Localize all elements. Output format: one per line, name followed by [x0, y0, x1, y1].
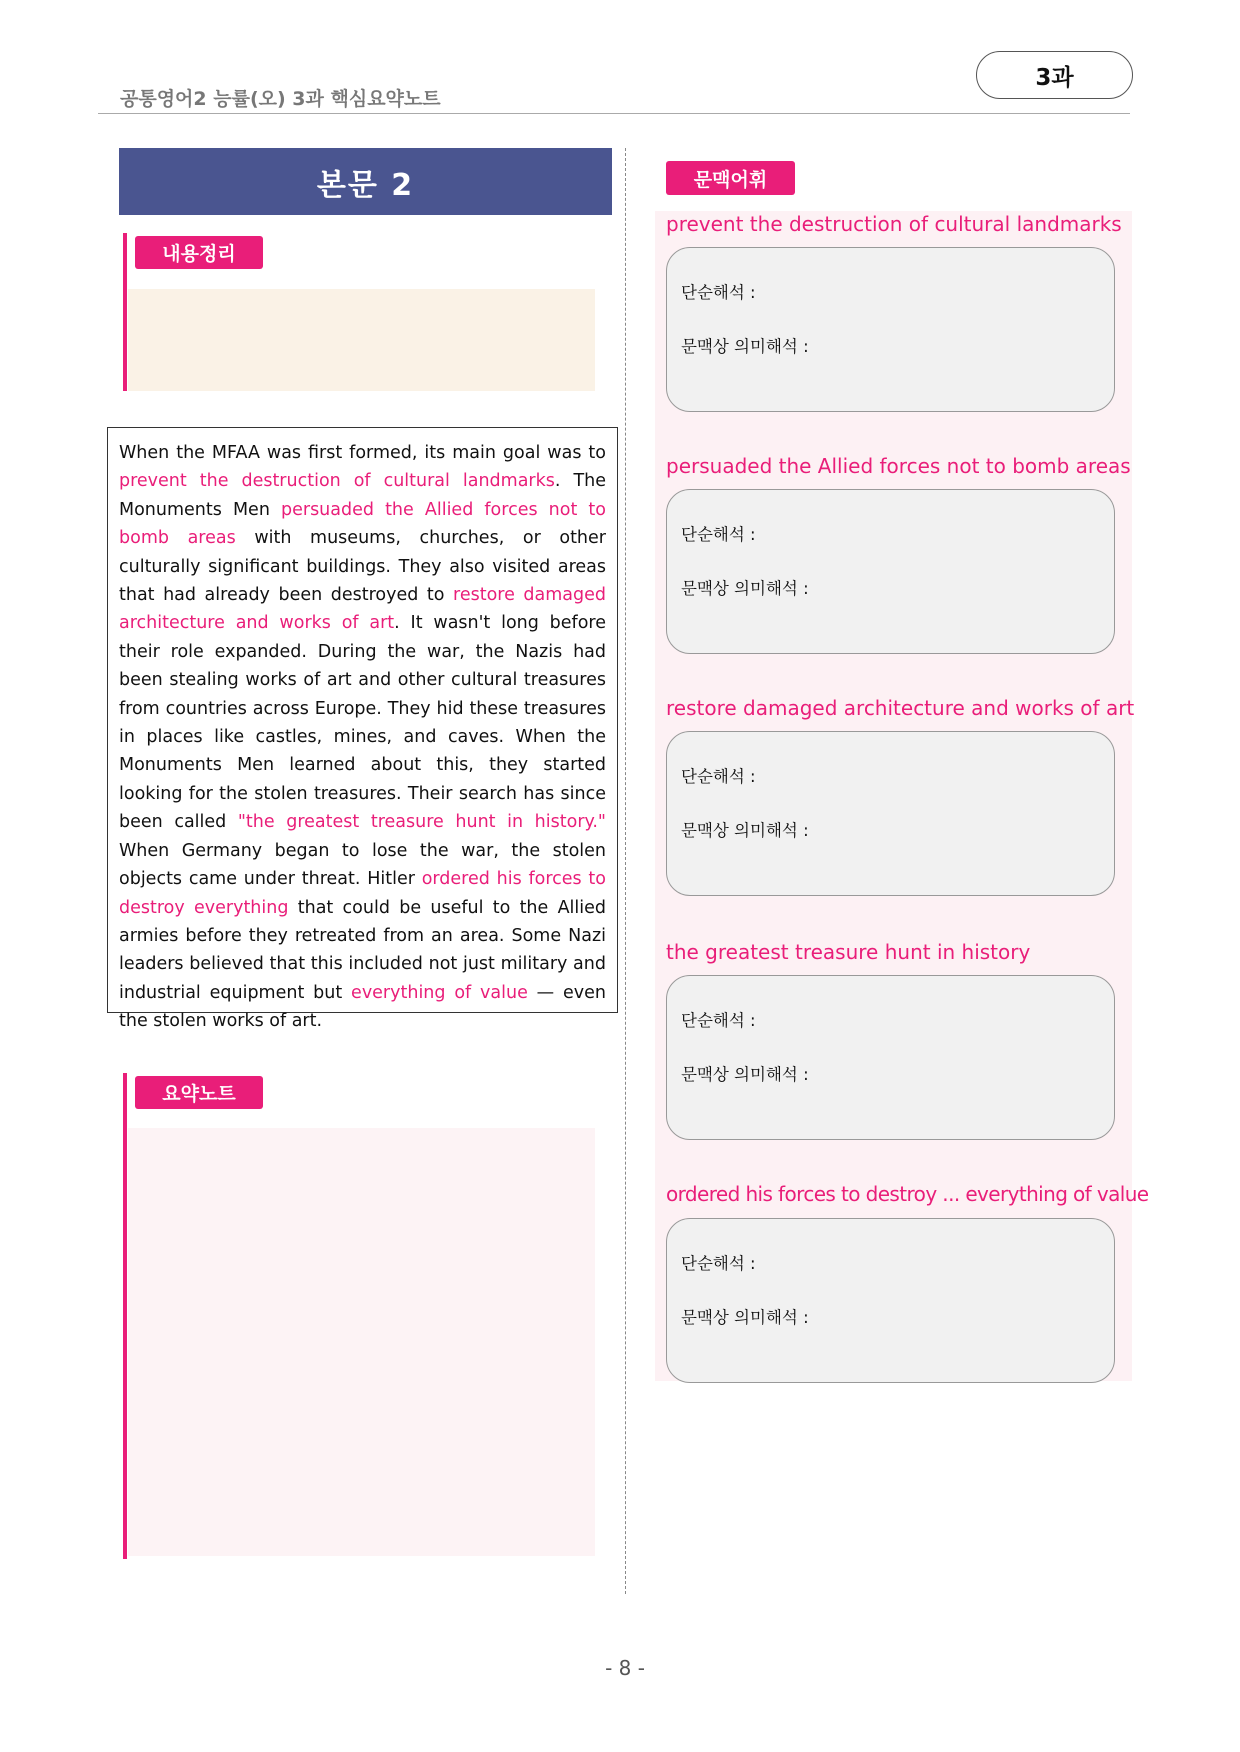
vocab-phrase: prevent the destruction of cultural landmarks: [666, 212, 1122, 236]
page-number: - 8 -: [605, 1656, 645, 1680]
vocab-phrase: persuaded the Allied forces not to bomb areas: [666, 454, 1131, 478]
vocab-tag: 문맥어휘: [666, 161, 795, 195]
passage-segment: . The Monuments Men: [119, 471, 606, 520]
summary-box[interactable]: [128, 289, 595, 391]
simple-translation-label: 단순해석 :: [681, 525, 756, 544]
notes-tag: 요약노트: [135, 1076, 263, 1109]
notes-accent-bar: [123, 1073, 127, 1559]
highlighted-phrase: persuaded the Allied forces not to bomb areas: [119, 499, 606, 549]
vocab-card[interactable]: [666, 975, 1115, 1140]
section-banner: 본문 2: [119, 148, 612, 215]
notes-box[interactable]: [128, 1128, 595, 1556]
vocab-phrase: the greatest treasure hunt in history: [666, 940, 1031, 964]
simple-translation-label: 단순해석 :: [681, 1254, 756, 1273]
vocab-phrase: ordered his forces to destroy ... everything of value: [666, 1182, 1149, 1206]
lesson-badge: 3과: [976, 51, 1133, 99]
simple-translation-label: 단순해석 :: [681, 283, 756, 302]
context-meaning-label: 문맥상 의미해석 :: [681, 1065, 809, 1084]
passage-segment: When Germany began to lose the war, the stolen objects came under threat. Hitler: [119, 840, 606, 890]
highlighted-phrase: restore damaged architecture and works of art: [119, 585, 606, 634]
summary-accent-bar: [123, 233, 127, 391]
context-meaning-label: 문맥상 의미해석 :: [681, 821, 809, 840]
highlighted-phrase: everything of value: [351, 982, 528, 1003]
vocab-card[interactable]: [666, 1218, 1115, 1383]
context-meaning-label: 문맥상 의미해석 :: [681, 579, 809, 598]
highlighted-phrase: ordered his forces to destroy everything: [119, 869, 606, 918]
passage-segment: When the MFAA was first formed, its main goal was to: [119, 443, 606, 463]
column-divider: [625, 148, 626, 1594]
header-divider: [98, 113, 1130, 114]
passage-segment: that could be useful to the Allied armies before they retreated from an area. Some Nazi leaders believed that this included not just military and industrial equipment but: [119, 897, 606, 1003]
summary-tag: 내용정리: [135, 236, 263, 269]
passage-segment: — even the stolen works of art.: [119, 982, 606, 1032]
context-meaning-label: 문맥상 의미해석 :: [681, 1308, 809, 1327]
highlighted-phrase: prevent the destruction of cultural landmarks: [119, 471, 555, 492]
vocab-card[interactable]: [666, 247, 1115, 412]
passage-text: [107, 427, 618, 1032]
passage-segment: with museums, churches, or other culturally significant buildings. They also visited areas that had already been destroyed to: [119, 528, 606, 606]
vocab-card[interactable]: [666, 731, 1115, 896]
header-title: 공통영어2 능률(오) 3과 핵심요약노트: [120, 88, 441, 110]
highlighted-phrase: "the greatest treasure hunt in history.": [237, 812, 606, 833]
vocab-card[interactable]: [666, 489, 1115, 654]
context-meaning-label: 문맥상 의미해석 :: [681, 337, 809, 356]
simple-translation-label: 단순해석 :: [681, 767, 756, 786]
vocab-phrase: restore damaged architecture and works of art: [666, 696, 1135, 720]
simple-translation-label: 단순해석 :: [681, 1011, 756, 1030]
passage-segment: . It wasn't long before their role expanded. During the war, the Nazis had been stealing works of art and other cultural treasures from countries across Europe. They hid these treasures in places like castles, mines, and caves. When the Monuments Men learned about this, they started looking for the stolen treasures. Their search has since been called: [119, 613, 606, 833]
